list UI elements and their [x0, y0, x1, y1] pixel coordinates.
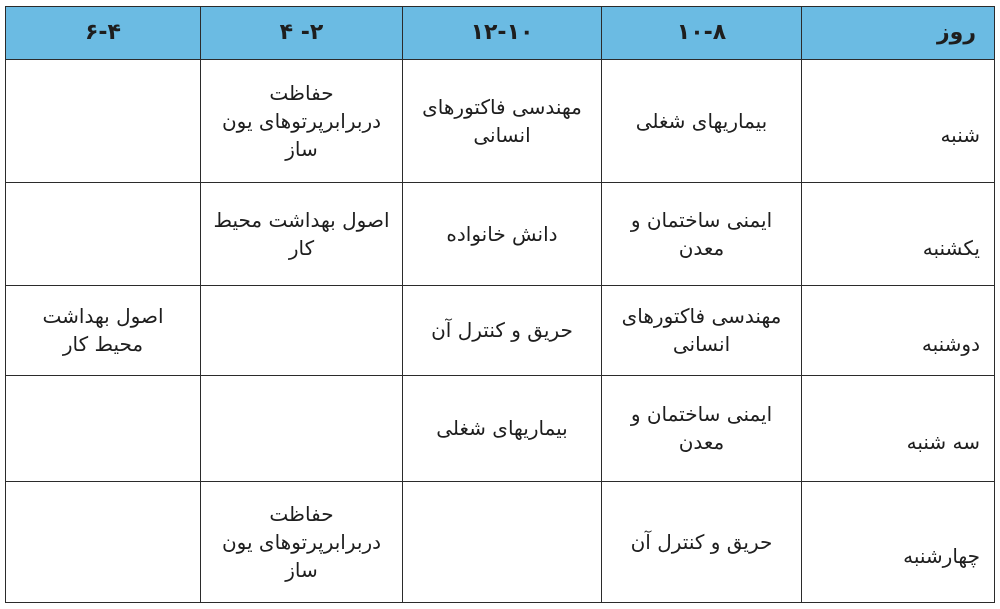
header-slot-8-10: ۱۰-۸: [602, 7, 802, 60]
table-row: [6, 286, 995, 375]
course-cell: [6, 60, 201, 183]
day-cell: [802, 183, 995, 286]
schedule-body: [6, 60, 995, 603]
day-label: یکشنبه: [922, 236, 980, 261]
course-cell: مهندسی فاکتورهای انسانی: [403, 60, 602, 183]
header-slot-4-6: ۶-۴: [6, 7, 201, 60]
course-cell: ایمنی ساختمان و معدن: [602, 375, 802, 481]
header-day: روز: [802, 7, 995, 60]
day-label: چهارشنبه: [903, 543, 980, 568]
header-slot-10-12: ۱۲-۱۰: [403, 7, 602, 60]
table-row: [6, 183, 995, 286]
course-cell: مهندسی فاکتورهای انسانی: [602, 286, 802, 375]
course-cell: [6, 183, 201, 286]
table-row: [6, 60, 995, 183]
day-cell: [802, 60, 995, 183]
day-label: سه شنبه: [906, 430, 980, 455]
course-cell: بیماریهای شغلی: [602, 60, 802, 183]
course-cell: بیماریهای شغلی: [403, 375, 602, 481]
course-cell: [6, 481, 201, 602]
table-row: [6, 481, 995, 602]
course-cell: حفاظت دربرابرپرتوهای یون ساز: [201, 481, 403, 602]
schedule-header: [6, 7, 995, 60]
course-cell: [201, 286, 403, 375]
course-cell: اصول بهداشت محیط کار: [201, 183, 403, 286]
course-cell: دانش خانواده: [403, 183, 602, 286]
header-slot-2-4: ۴ -۲: [201, 7, 403, 60]
course-cell: ایمنی ساختمان و معدن: [602, 183, 802, 286]
day-cell: [802, 481, 995, 602]
course-cell: حریق و کنترل آن: [602, 481, 802, 602]
weekly-schedule-table: [5, 6, 995, 603]
day-label: شنبه: [940, 123, 980, 148]
course-cell: [201, 375, 403, 481]
header-row: [6, 7, 995, 60]
course-cell: [6, 375, 201, 481]
day-cell: [802, 286, 995, 375]
course-cell: اصول بهداشت محیط کار: [6, 286, 201, 375]
day-cell: [802, 375, 995, 481]
schedule-table-container: [5, 6, 994, 603]
course-cell: [403, 481, 602, 602]
day-label: دوشنبه: [921, 332, 980, 357]
course-cell: حریق و کنترل آن: [403, 286, 602, 375]
course-cell: حفاظت دربرابرپرتوهای یون ساز: [201, 60, 403, 183]
table-row: [6, 375, 995, 481]
